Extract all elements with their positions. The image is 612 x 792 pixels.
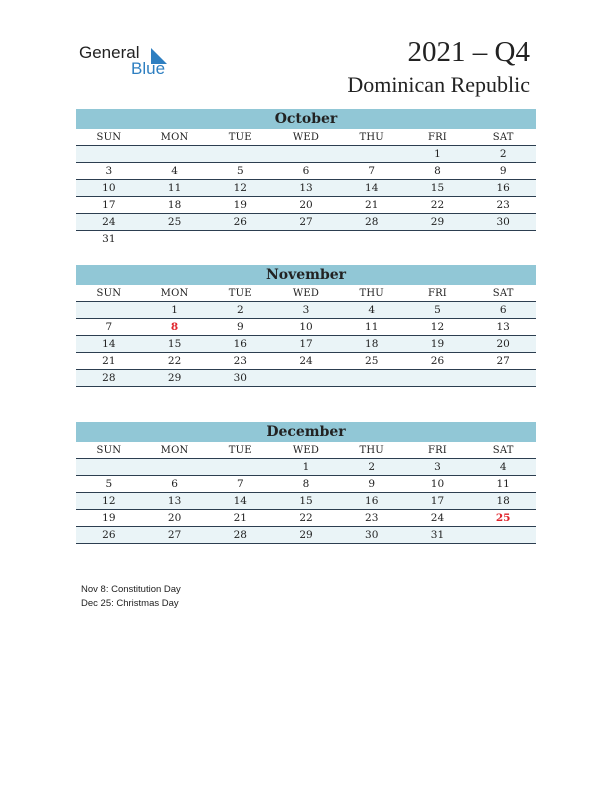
- day-cell: 2: [368, 461, 376, 473]
- day-cell: 16: [233, 338, 247, 350]
- day-cell: 19: [102, 512, 116, 524]
- weekday-header-row: [76, 129, 536, 146]
- day-cell: 21: [365, 199, 379, 211]
- week-row: [76, 231, 536, 248]
- weekday-label: SAT: [492, 132, 514, 143]
- day-cell: 7: [368, 165, 376, 177]
- weekday-label: TUE: [228, 288, 252, 299]
- day-cell: 24: [102, 216, 116, 228]
- day-cell: 11: [167, 182, 182, 194]
- day-cell: 8: [302, 478, 310, 490]
- day-cell: 3: [434, 461, 441, 473]
- day-cell: [405, 231, 471, 248]
- day-cell: [273, 231, 339, 248]
- week-row: [76, 163, 536, 180]
- week-row: [76, 476, 536, 493]
- day-cell: 21: [102, 355, 116, 367]
- weekday-label: MON: [160, 445, 189, 456]
- day-cell: [76, 302, 142, 318]
- day-cell: 24: [299, 355, 313, 367]
- week-row: [76, 370, 536, 387]
- country-name: Dominican Republic: [347, 72, 530, 97]
- day-cell: 30: [496, 216, 510, 228]
- day-cell: 17: [299, 338, 313, 350]
- day-cell: 7: [105, 321, 113, 333]
- day-cell: [273, 146, 339, 162]
- day-cell: 6: [171, 478, 178, 490]
- weekday-label: SUN: [96, 132, 122, 143]
- week-row: [76, 527, 536, 544]
- day-cell: 12: [233, 182, 247, 194]
- day-cell: 1: [434, 148, 441, 160]
- month-title: November: [76, 265, 536, 285]
- weekday-label: WED: [292, 132, 320, 143]
- day-cell: [273, 370, 339, 386]
- week-row: [76, 336, 536, 353]
- week-row: [76, 319, 536, 336]
- day-cell: 26: [430, 355, 445, 367]
- weekday-label: SAT: [492, 445, 514, 456]
- day-cell: [339, 231, 405, 248]
- day-cell: 3: [302, 304, 310, 316]
- day-cell: [207, 146, 273, 162]
- weekday-header-row: [76, 285, 536, 302]
- day-cell: 18: [365, 338, 379, 350]
- day-cell: [142, 146, 208, 162]
- day-cell: 13: [299, 182, 313, 194]
- month-december: [76, 422, 536, 544]
- day-cell: 26: [102, 529, 116, 541]
- day-cell: 31: [430, 529, 445, 541]
- day-cell: 23: [233, 355, 247, 367]
- weekday-label: TUE: [228, 445, 252, 456]
- weekday-label: WED: [292, 445, 320, 456]
- day-cell: 13: [496, 321, 510, 333]
- day-cell: 16: [496, 182, 510, 194]
- day-cell: 20: [299, 199, 313, 211]
- day-cell: 18: [167, 199, 182, 211]
- holiday-note: Dec 25: Christmas Day: [81, 598, 179, 609]
- day-cell: 23: [496, 199, 510, 211]
- day-cell: 1: [171, 304, 178, 316]
- day-cell: 20: [167, 512, 182, 524]
- day-cell: [142, 459, 208, 475]
- day-cell: [207, 459, 273, 475]
- holiday-day-cell: 25: [495, 512, 511, 524]
- weekday-label: FRI: [427, 288, 447, 299]
- day-cell: 10: [299, 321, 313, 333]
- day-cell: 9: [499, 165, 507, 177]
- weekday-label: SUN: [96, 445, 122, 456]
- week-row: [76, 459, 536, 476]
- week-row: [76, 353, 536, 370]
- holiday-note: Nov 8: Constitution Day: [81, 584, 181, 595]
- day-cell: 12: [102, 495, 116, 507]
- week-row: [76, 180, 536, 197]
- weekday-label: FRI: [427, 445, 447, 456]
- day-cell: 12: [430, 321, 445, 333]
- week-row: [76, 493, 536, 510]
- week-row: [76, 146, 536, 163]
- day-cell: 26: [233, 216, 247, 228]
- day-cell: 4: [368, 304, 376, 316]
- day-cell: 10: [430, 478, 445, 490]
- day-cell: [470, 527, 536, 543]
- month-title: December: [76, 422, 536, 442]
- generalblue-logo: [79, 43, 179, 79]
- day-cell: [76, 146, 142, 162]
- day-cell: 29: [167, 372, 182, 384]
- month-november: [76, 265, 536, 387]
- day-cell: 29: [430, 216, 445, 228]
- weekday-header-row: [76, 442, 536, 459]
- day-cell: 23: [365, 512, 379, 524]
- day-cell: 22: [430, 199, 445, 211]
- day-cell: 20: [496, 338, 510, 350]
- day-cell: 22: [299, 512, 313, 524]
- logo-text-blue: Blue: [131, 59, 166, 78]
- day-cell: 9: [236, 321, 244, 333]
- day-cell: 8: [434, 165, 441, 177]
- day-cell: 2: [236, 304, 244, 316]
- weekday-label: MON: [160, 288, 189, 299]
- day-cell: 31: [102, 233, 116, 245]
- day-cell: 15: [167, 338, 182, 350]
- holiday-day-cell: 8: [170, 321, 179, 333]
- day-cell: [339, 146, 405, 162]
- day-cell: [142, 231, 208, 248]
- holiday-notes: [81, 583, 181, 611]
- weekday-label: THU: [359, 132, 384, 143]
- weekday-label: SAT: [492, 288, 514, 299]
- day-cell: 15: [430, 182, 445, 194]
- day-cell: 6: [302, 165, 310, 177]
- day-cell: 22: [167, 355, 182, 367]
- day-cell: 16: [365, 495, 379, 507]
- day-cell: 10: [102, 182, 116, 194]
- week-row: [76, 214, 536, 231]
- day-cell: 11: [496, 478, 510, 490]
- weekday-label: THU: [359, 288, 384, 299]
- day-cell: [470, 231, 536, 248]
- day-cell: 27: [299, 216, 313, 228]
- day-cell: 19: [233, 199, 247, 211]
- day-cell: 30: [365, 529, 379, 541]
- day-cell: 3: [105, 165, 113, 177]
- day-cell: 25: [365, 355, 379, 367]
- day-cell: 17: [430, 495, 445, 507]
- week-row: [76, 302, 536, 319]
- day-cell: 27: [496, 355, 510, 367]
- day-cell: [405, 370, 471, 386]
- day-cell: 1: [302, 461, 310, 473]
- day-cell: 28: [102, 372, 116, 384]
- day-cell: 5: [105, 478, 113, 490]
- weekday-label: TUE: [228, 132, 252, 143]
- day-cell: 13: [167, 495, 182, 507]
- week-row: [76, 510, 536, 527]
- page-title: 2021 – Q4: [407, 36, 530, 68]
- day-cell: 25: [167, 216, 182, 228]
- day-cell: 5: [236, 165, 244, 177]
- weekday-label: MON: [160, 132, 189, 143]
- weekday-label: FRI: [427, 132, 447, 143]
- day-cell: [339, 370, 405, 386]
- day-cell: 11: [365, 321, 379, 333]
- day-cell: [470, 370, 536, 386]
- day-cell: 7: [236, 478, 244, 490]
- day-cell: 30: [233, 372, 247, 384]
- day-cell: 14: [233, 495, 247, 507]
- day-cell: 9: [368, 478, 376, 490]
- day-cell: 18: [496, 495, 510, 507]
- month-october: [76, 109, 536, 248]
- day-cell: 21: [233, 512, 247, 524]
- weekday-label: WED: [292, 288, 320, 299]
- month-title: October: [76, 109, 536, 129]
- day-cell: 6: [499, 304, 507, 316]
- day-cell: [76, 459, 142, 475]
- day-cell: 5: [434, 304, 441, 316]
- day-cell: 24: [430, 512, 445, 524]
- day-cell: [207, 231, 273, 248]
- weekday-label: THU: [359, 445, 384, 456]
- day-cell: 27: [167, 529, 182, 541]
- logo-text-general: General: [79, 43, 140, 62]
- weekday-label: SUN: [96, 288, 122, 299]
- week-row: [76, 197, 536, 214]
- day-cell: 15: [299, 495, 313, 507]
- day-cell: 19: [430, 338, 445, 350]
- day-cell: 29: [299, 529, 313, 541]
- day-cell: 14: [365, 182, 379, 194]
- day-cell: 28: [233, 529, 247, 541]
- day-cell: 4: [499, 461, 507, 473]
- day-cell: 2: [499, 148, 507, 160]
- day-cell: 28: [365, 216, 379, 228]
- day-cell: 17: [102, 199, 116, 211]
- day-cell: 14: [102, 338, 116, 350]
- day-cell: 4: [171, 165, 178, 177]
